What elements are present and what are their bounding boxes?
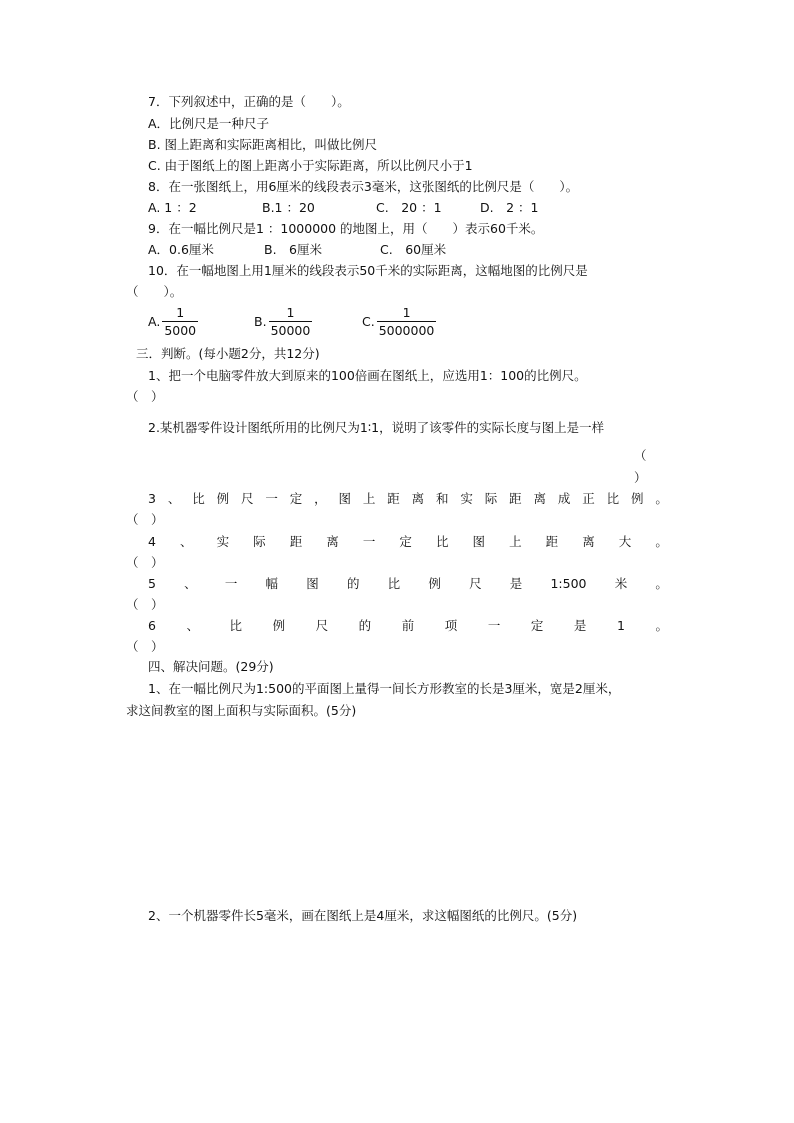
judge6-part: 前 (401, 618, 415, 633)
judge6-part: 尺 (315, 618, 329, 633)
judge2-paren-close: ） (634, 470, 647, 485)
judge3-part: 正 (582, 491, 595, 506)
q10-stem-line1: 10．在一幅地图上用1厘米的线段表示50千米的实际距离，这幅地图的比例尺是 (148, 263, 588, 278)
judge4-part: 4 (148, 534, 156, 549)
judge3-part: 尺 (240, 491, 254, 506)
judge5-part: 、 (184, 576, 197, 591)
judge3-part: 例 (216, 491, 230, 506)
judge3-part: 比 (192, 491, 205, 506)
judge6-answer-paren: （ ） (126, 639, 164, 654)
q10-option-b (254, 305, 312, 338)
judge4-part: 际 (253, 534, 266, 549)
judge5-part: 是 (509, 576, 523, 591)
judge3-part: 实 (460, 491, 473, 506)
judge5-line1 (148, 576, 668, 592)
judge3-part: 距 (387, 491, 400, 506)
judge1-answer-paren: （ ） (126, 389, 164, 404)
judge6-part: 比 (229, 618, 243, 633)
judge3-part: 图 (338, 491, 351, 506)
judge3-part: 成 (557, 491, 571, 506)
judge5-part: 尺 (469, 576, 482, 591)
judge6-part: 、 (186, 618, 199, 633)
judge2-line1: 2.某机器零件设计图纸所用的比例尺为1∶1，说明了该零件的实际长度与图上是一样 (148, 420, 605, 435)
q10-option-a-label: A. (148, 314, 161, 329)
judge3-part: 比 (606, 491, 620, 506)
judge3-part: 定 (289, 491, 303, 506)
q8-option-c: C. 20 ：1 (376, 200, 442, 215)
judge6-part: 项 (444, 618, 458, 633)
q9-option-a: A．0.6厘米 (148, 242, 214, 257)
judge5-part: 比 (387, 576, 401, 591)
judge4-part: 实 (216, 534, 230, 549)
judge6-part: 。 (655, 618, 668, 633)
judge3-part: 上 (362, 491, 376, 506)
judge3-part: 距 (509, 491, 522, 506)
q8-option-a: A. 1 ：2 (148, 200, 197, 215)
q10-option-c (362, 305, 436, 338)
judge4-part: 离 (326, 534, 339, 549)
judge3-part: 3 (148, 491, 156, 506)
q10-option-c-denominator: 5000000 (378, 323, 435, 338)
judge4-part: 比 (435, 534, 449, 549)
judge3-part: 、 (167, 491, 181, 506)
judge6-part: 1 (616, 618, 625, 633)
q10-option-c-fraction (377, 305, 437, 338)
q8-option-d: D. 2 ：1 (480, 200, 539, 215)
judge5-part: 。 (655, 576, 668, 591)
judge4-part: 、 (180, 534, 193, 549)
judge6-part: 例 (272, 618, 286, 633)
q8-option-b: B.1 ：20 (262, 200, 315, 215)
judge5-part: 的 (346, 576, 360, 591)
judge5-part: 图 (306, 576, 319, 591)
judge4-line1 (148, 534, 668, 550)
q9-option-c: C. 60厘米 (380, 242, 447, 257)
judge3-part: 例 (630, 491, 644, 506)
q7-stem: 7．下列叙述中，正确的是（ ）。 (148, 94, 350, 109)
judge3-part: 离 (533, 491, 546, 506)
judge3-answer-paren: （ ） (126, 512, 164, 527)
q10-option-c-numerator: 1 (402, 305, 411, 320)
judge5-part: 米 (614, 576, 628, 591)
judge4-part: 一 (362, 534, 376, 549)
judge6-part: 定 (530, 618, 544, 633)
q10-option-b-denominator: 50000 (270, 323, 311, 338)
judge4-part: 图 (472, 534, 486, 549)
judge4-part: 距 (289, 534, 303, 549)
q10-option-a (148, 305, 198, 338)
judge5-part: 5 (148, 576, 156, 591)
judge3-part: 一 (265, 491, 278, 506)
q10-option-a-denominator: 5000 (164, 323, 197, 338)
judge6-part: 是 (573, 618, 587, 633)
judge5-part: 例 (428, 576, 441, 591)
judge6-part: 6 (148, 618, 156, 633)
q8-stem: 8．在一张图纸上，用6厘米的线段表示3毫米，这张图纸的比例尺是（ ）。 (148, 179, 579, 194)
judge6-part: 一 (487, 618, 501, 633)
problem2-line1: 2、一个机器零件长5毫米，画在图纸上是4厘米，求这幅图纸的比例尺。(5分) (148, 908, 578, 923)
judge5-answer-paren: （ ） (126, 597, 164, 612)
judge3-part: 际 (484, 491, 498, 506)
judge4-part: 离 (582, 534, 595, 549)
judge3-part: ， (314, 491, 327, 506)
q10-option-a-fraction (162, 305, 198, 338)
q10-option-b-numerator: 1 (286, 305, 295, 320)
judge4-part: 上 (509, 534, 522, 549)
judge5-part: 一 (224, 576, 238, 591)
q7-option-b: B. 图上距离和实际距离相比，叫做比例尺 (148, 137, 378, 152)
judge4-answer-paren: （ ） (126, 555, 164, 570)
judge4-part: 定 (399, 534, 412, 549)
q10-option-b-fraction (269, 305, 313, 338)
q7-option-c: C. 由于图纸上的图上距离小于实际距离，所以比例尺小于1 (148, 158, 473, 173)
judge3-line1 (148, 491, 668, 507)
q9-stem: 9．在一幅比例尺是1 ：1000000 的地图上，用（ ）表示60千米。 (148, 221, 544, 236)
section3-heading: 三．判断。(每小题2分，共12分) (136, 346, 320, 361)
judge2-paren-open: （ (634, 448, 647, 463)
judge6-part: 的 (358, 618, 372, 633)
q10-stem-line2: （ ）。 (126, 284, 183, 299)
problem1-line2: 求这间教室的图上面积与实际面积。(5分) (126, 703, 357, 718)
section4-heading: 四、解决问题。(29分) (148, 659, 274, 674)
judge3-part: 和 (435, 491, 449, 506)
judge3-part: 离 (411, 491, 425, 506)
judge4-part: 距 (545, 534, 559, 549)
q7-option-a: A．比例尺是一种尺子 (148, 116, 270, 131)
q10-option-b-label: B. (254, 314, 267, 329)
judge5-part: 幅 (265, 576, 279, 591)
judge5-part: 1:500 (550, 576, 587, 591)
q9-option-b: B. 6厘米 (264, 242, 323, 257)
judge4-part: 。 (655, 534, 668, 549)
problem1-line1: 1、在一幅比例尺为1:500的平面图上量得一间长方形教室的长是3厘米，宽是2厘米， (148, 681, 621, 696)
q10-option-c-label: C. (362, 314, 375, 329)
judge6-line1 (148, 618, 668, 634)
judge3-part: 。 (655, 491, 668, 506)
judge1-line1: 1、把一个电脑零件放大到原来的100倍画在图纸上，应选用1：100的比例尺。 (148, 368, 587, 383)
q10-option-a-numerator: 1 (176, 305, 185, 320)
judge4-part: 大 (618, 534, 632, 549)
